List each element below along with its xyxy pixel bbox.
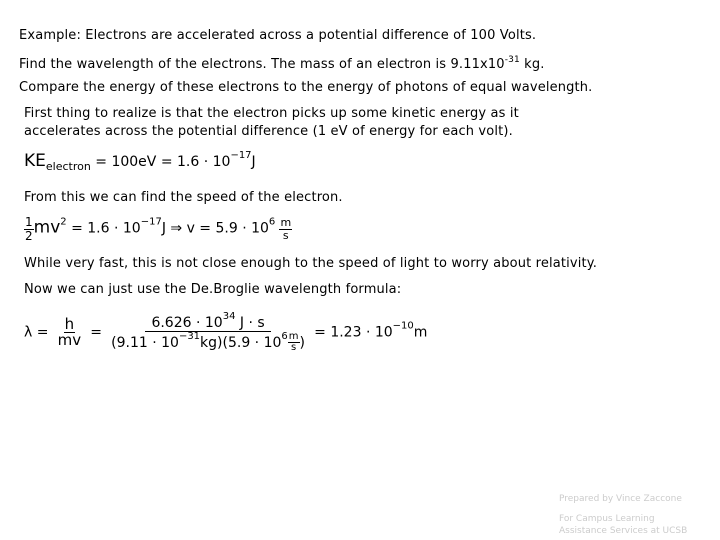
speed-result: J ⇒ v = 5.9 · 10	[161, 220, 269, 237]
mass-unit: kg.	[519, 57, 545, 72]
half-denominator: 2	[25, 228, 33, 243]
equation-wavelength	[24, 312, 427, 354]
problem-given-mass	[19, 55, 545, 72]
ke-subscript: electron	[45, 160, 91, 173]
speed-intro: From this we can find the speed of the electron.	[24, 190, 343, 205]
planck-unit: J · s	[239, 315, 265, 331]
h-over-mv	[57, 314, 83, 350]
equation-kinetic-energy	[24, 150, 256, 173]
realize-line-1: First thing to realize is that the electron picks up some kinetic energy as it	[24, 106, 519, 121]
speed-energy-exponent: −17	[140, 216, 162, 228]
debroglie-intro: Now we can just use the De.Broglie wavelength formula:	[24, 282, 402, 297]
mv-exponent: 2	[60, 216, 67, 228]
wavelength-unit: m	[413, 324, 428, 341]
planck-exponent: 34	[222, 311, 236, 322]
mass-value: (9.11 · 10	[111, 334, 179, 351]
speed-exponent: 6	[268, 216, 276, 228]
speed-unit-denominator: s	[282, 228, 289, 242]
ke-exponent: −17	[230, 150, 252, 161]
relativity-note: While very fast, this is not close enough to the speed of light to worry about relativity.	[24, 256, 598, 271]
denominator-close-paren: )	[299, 334, 305, 351]
problem-statement: Example: Electrons are accelerated across a potential difference of 100 Volts.	[19, 28, 537, 43]
mass-exponent: -31	[504, 55, 520, 65]
half-numerator: 1	[25, 215, 33, 229]
equals-sign: =	[90, 324, 102, 341]
mass-value-exponent: −31	[178, 330, 201, 342]
speed-energy: = 1.6 · 10	[66, 220, 141, 237]
speed-unit-fraction	[279, 217, 292, 241]
wavelength-denominator	[110, 332, 306, 354]
wavelength-numerator	[145, 312, 270, 332]
given-mass-text: Find the wavelength of the electrons. The mass of an electron is 9.11x10	[19, 57, 505, 72]
ke-unit: J	[251, 154, 256, 170]
denominator-unit-fraction	[288, 332, 300, 354]
planck-h: h	[64, 314, 75, 333]
credit-prepared-by: Prepared by Vince Zaccone	[559, 494, 682, 504]
realize-line-2: accelerates across the potential difference (1 eV of energy for each volt).	[24, 124, 513, 139]
wavelength-fraction	[110, 312, 306, 354]
momentum-mv: mv	[57, 331, 82, 350]
equation-speed	[24, 216, 292, 242]
speed-unit-numerator: m	[280, 216, 292, 230]
planck-value: 6.626 · 10	[151, 315, 223, 331]
speed-value-exponent: 6	[281, 330, 288, 342]
half-fraction	[24, 216, 34, 242]
credit-for-line-1: For Campus Learning	[559, 514, 655, 524]
denominator-unit-denominator: s	[291, 342, 297, 354]
wavelength-exponent: −10	[392, 320, 414, 332]
wavelength-result: = 1.23 · 10	[314, 324, 393, 341]
credit-for-line-2: Assistance Services at UCSB	[559, 526, 688, 536]
lambda-symbol: λ =	[24, 324, 49, 341]
ke-values: = 100eV = 1.6 · 10	[90, 154, 231, 170]
problem-compare: Compare the energy of these electrons to the energy of photons of equal wavelength.	[19, 80, 593, 95]
mass-speed: kg)(5.9 · 10	[200, 334, 282, 351]
denominator-unit-numerator: m	[288, 330, 299, 342]
mv-symbol: mv	[33, 217, 61, 238]
ke-symbol: KE	[24, 151, 46, 171]
